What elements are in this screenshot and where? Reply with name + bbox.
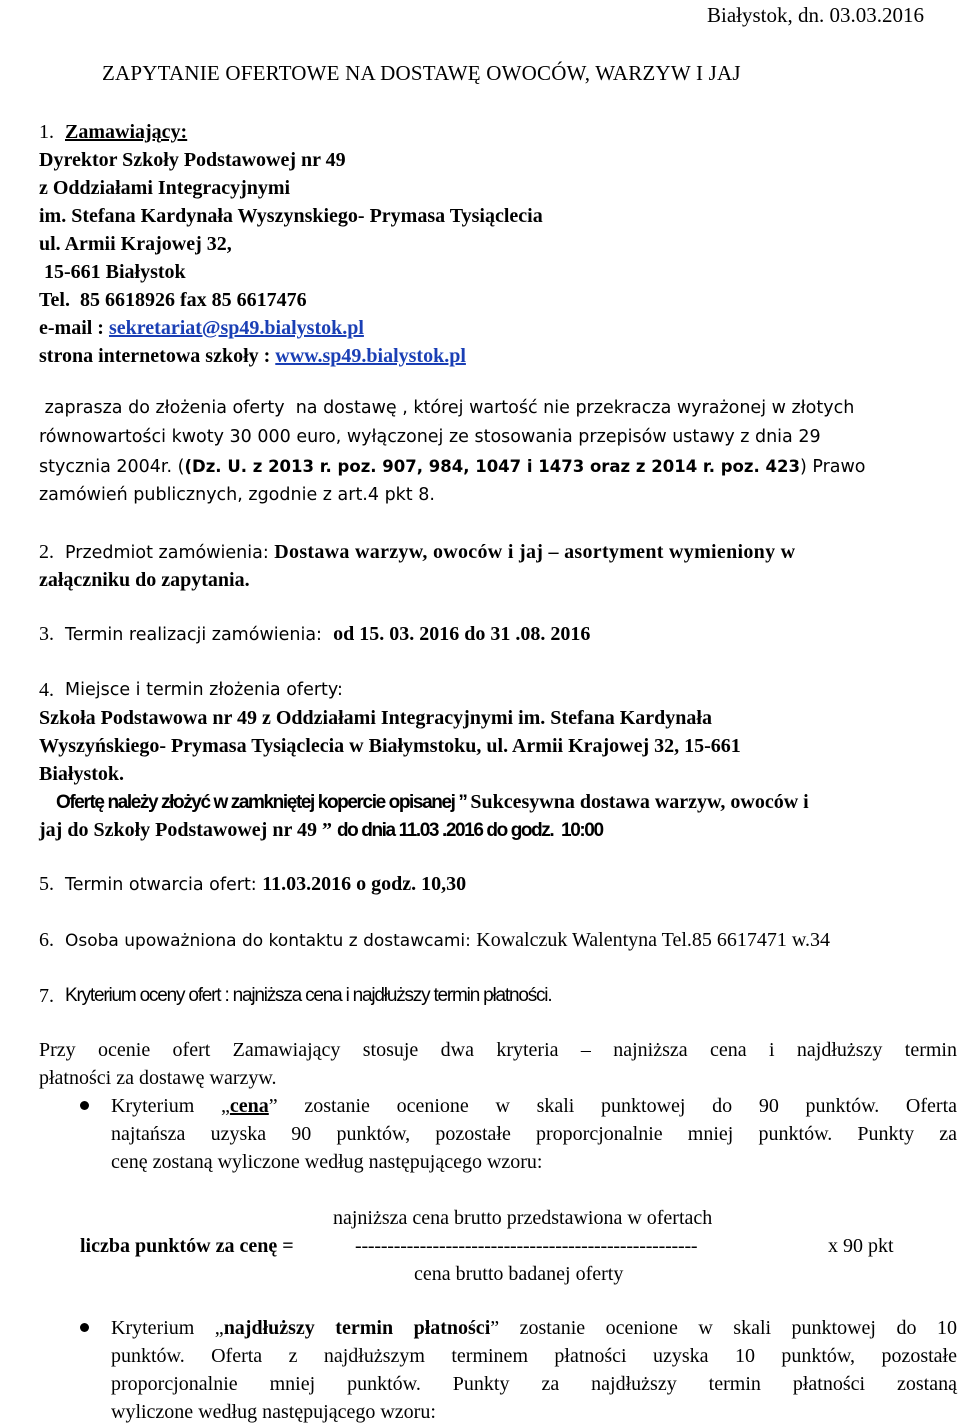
legal-reference: (Dz. U. z 2013 r. poz. 907, 984, 1047 i 1473 oraz z 2014 r. poz. 423	[184, 457, 800, 476]
offer-instruction: Ofertę należy złożyć w zamkniętej kopercie opisanej ”	[56, 792, 471, 813]
payment-criterion-line: punktów. Oferta z najdłuższym terminem płatności uzyska 10 punktów, pozostałe	[111, 1345, 957, 1367]
address-line: z Oddziałami Integracyjnymi	[39, 177, 291, 199]
formula-fraction-bar: -----------------------------------------------------	[355, 1235, 698, 1257]
price-criterion-line: cenę zostaną wyliczone według następującego wzoru:	[111, 1151, 543, 1173]
text-run: ) Prawo	[799, 457, 866, 477]
subject-value-cont: załączniku do zapytania.	[39, 569, 250, 591]
address-line: Dyrektor Szkoły Podstawowej nr 49	[39, 149, 346, 171]
website-label: strona internetowa szkoły :	[39, 345, 276, 367]
website-link[interactable]: www.sp49.bialystok.pl	[275, 345, 466, 367]
paragraph-line: zamówień publicznych, zgodnie z art.4 pkt 8.	[39, 485, 435, 505]
formula-multiplier: x 90 pkt	[828, 1235, 894, 1257]
payment-criterion-line: proporcjonalnie mniej punktów. Punkty za najdłuższy termin płatności zostaną	[111, 1373, 957, 1395]
criteria-value: najniższa cena i najdłuższy termin płatności.	[232, 985, 552, 1006]
place-line: Wyszyńskiego- Prymasa Tysiąclecia w Białymstoku, ul. Armii Krajowej 32, 15-661	[39, 735, 741, 757]
contact-value: Kowalczuk Walentyna Tel.85 6617471 w.34	[476, 929, 831, 951]
email-line	[39, 314, 364, 342]
deadline: do dnia 11.03 .2016 do godz. 10:00	[336, 820, 603, 841]
section-label: Termin otwarcia ofert:	[65, 875, 263, 895]
section-number: 3.	[39, 623, 54, 645]
criterion-name: cena	[229, 1095, 269, 1117]
section-number: 1.	[39, 121, 54, 143]
place-line: Białystok.	[39, 763, 125, 785]
section-number: 6.	[39, 929, 54, 951]
formula-numerator: najniższa cena brutto przedstawiona w ofertach	[333, 1207, 713, 1229]
document-date: Białystok, dn. 03.03.2016	[707, 3, 925, 27]
email-link[interactable]: sekretariat@sp49.bialystok.pl	[108, 317, 364, 339]
envelope-label-cont: jaj do Szkoły Podstawowej nr 49 ”	[39, 819, 337, 841]
place-line: Szkoła Podstawowa nr 49 z Oddziałami Integracyjnymi im. Stefana Kardynała	[39, 707, 712, 729]
section-label: Osoba upoważniona do kontaktu z dostawcami:	[65, 931, 477, 951]
section-number: 2.	[39, 541, 54, 563]
email-label: e-mail :	[39, 317, 109, 339]
criteria-intro-line: Przy ocenie ofert Zamawiający stosuje dwa kryteria – najniższa cena i najdłuższy termin	[39, 1039, 957, 1061]
criterion-name: najdłuższy termin płatności	[223, 1317, 491, 1339]
website-line	[39, 342, 466, 370]
section-6-line	[65, 926, 830, 956]
bullet-icon	[80, 1101, 89, 1110]
section-7-line	[65, 982, 551, 1011]
phone-fax-line: Tel. 85 6618926 fax 85 6617476	[39, 289, 307, 311]
section-label: Zamawiający:	[65, 121, 188, 143]
offer-instruction-line	[56, 788, 809, 818]
price-criterion-line	[111, 1092, 957, 1120]
subject-value: Dostawa warzyw, owoców i jaj – asortyment wymieniony w	[274, 541, 796, 563]
section-3-line	[65, 620, 590, 650]
criteria-intro-line: płatności za dostawę warzyw.	[39, 1067, 277, 1089]
paragraph-line	[39, 452, 866, 482]
paragraph-line: równowartości kwoty 30 000 euro, wyłączonej ze stosowania przepisów ustawy z dnia 29	[39, 427, 821, 447]
text-run: stycznia 2004r. (	[39, 457, 185, 477]
term-value: od 15. 03. 2016 do 31 .08. 2016	[333, 623, 591, 645]
section-number: 4.	[39, 679, 54, 701]
address-line: ul. Armii Krajowej 32,	[39, 233, 232, 255]
payment-criterion-line	[111, 1314, 957, 1342]
section-number: 7.	[39, 985, 54, 1007]
section-label: Miejsce i termin złożenia oferty:	[65, 680, 343, 700]
bullet-icon	[80, 1323, 89, 1332]
section-label: Przedmiot zamówienia:	[65, 543, 275, 563]
paragraph-line: zaprasza do złożenia oferty na dostawę , której wartość nie przekracza wyrażonej w złotych	[39, 398, 855, 418]
section-2-line-1	[65, 538, 933, 568]
text-run: ” zostanie ocenione w skali punktowej do 10	[490, 1317, 957, 1339]
formula-denominator: cena brutto badanej oferty	[414, 1263, 624, 1285]
offer-instruction-line	[39, 816, 603, 846]
section-label: Kryterium oceny ofert :	[65, 985, 233, 1006]
text-run: Kryterium „	[111, 1317, 224, 1339]
payment-criterion-line: wyliczone według następującego wzoru:	[111, 1401, 436, 1423]
address-line: 15-661 Białystok	[39, 261, 186, 283]
text-run: ” zostanie ocenione w skali punktowej do 90 punktów. Oferta	[268, 1095, 958, 1117]
document-title: ZAPYTANIE OFERTOWE NA DOSTAWĘ OWOCÓW, WARZYW I JAJ	[102, 61, 741, 85]
section-5-line	[65, 870, 466, 900]
envelope-label: Sukcesywna dostawa warzyw, owoców i	[470, 791, 809, 813]
price-criterion-line: najtańsza uzyska 90 punktów, pozostałe proporcjonalnie mniej punktów. Punkty za	[111, 1123, 957, 1145]
text-run: Kryterium „	[111, 1095, 230, 1117]
section-number: 5.	[39, 873, 54, 895]
section-label: Termin realizacji zamówienia:	[65, 625, 334, 645]
formula-label: liczba punktów za cenę =	[80, 1235, 299, 1257]
address-line: im. Stefana Kardynała Wyszynskiego- Prymasa Tysiąclecia	[39, 205, 543, 227]
opening-value: 11.03.2016 o godz. 10,30	[262, 873, 467, 895]
